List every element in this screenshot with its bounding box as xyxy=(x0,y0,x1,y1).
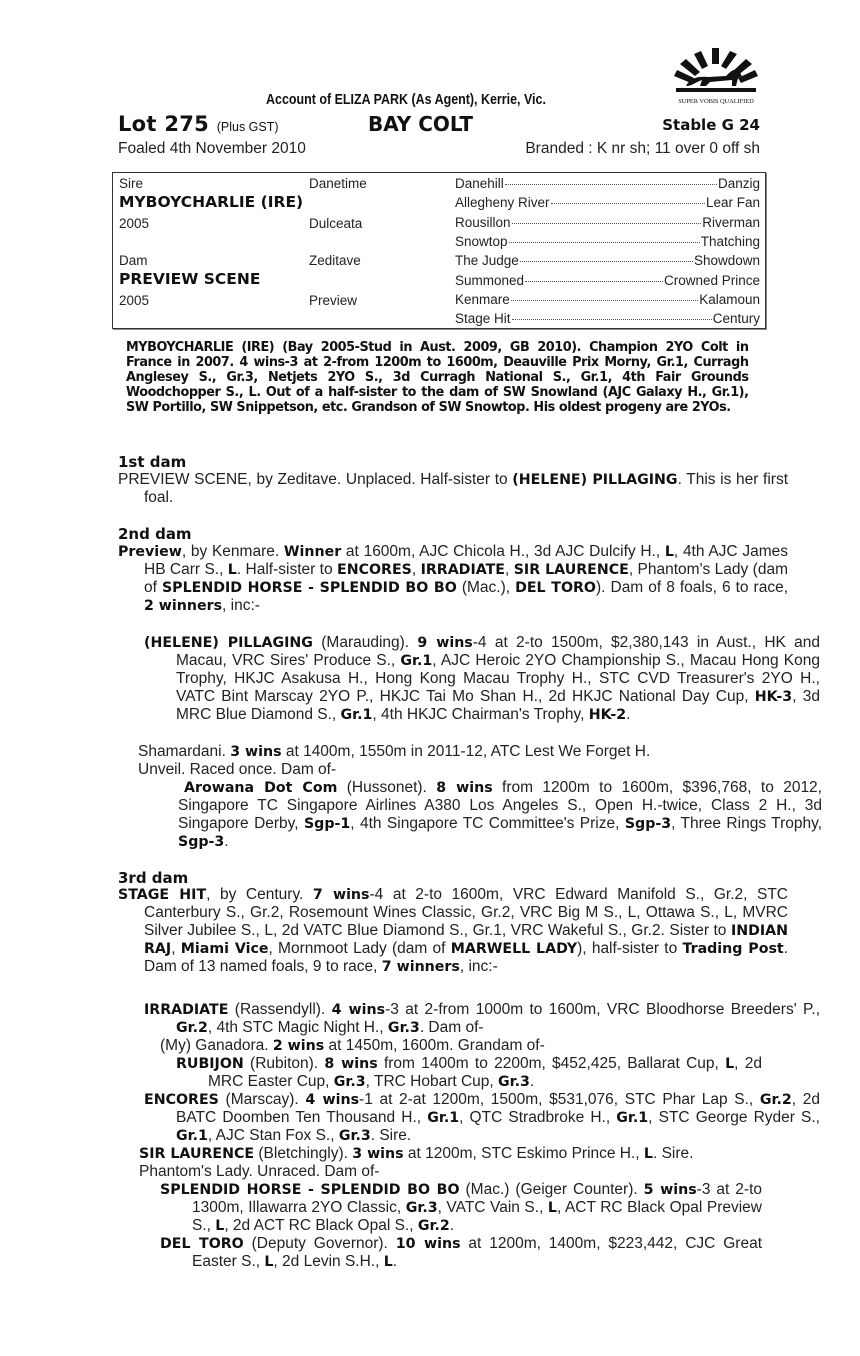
gp-left: Summoned xyxy=(455,273,525,288)
shamardani-entry xyxy=(138,743,762,761)
bold-name: Sgp-3 xyxy=(624,816,672,832)
grandparent-row xyxy=(455,195,760,213)
text: , STC George Ryder S., xyxy=(648,1109,820,1126)
text: (Bletchingly). xyxy=(254,1145,353,1162)
gp-right: Lear Fan xyxy=(705,195,760,210)
text: Shamardani. xyxy=(138,743,231,760)
bold-name: L xyxy=(664,544,674,560)
text: PREVIEW SCENE, by Zeditave. Unplaced. Half-sister to xyxy=(118,471,513,488)
sire-year: 2005 xyxy=(119,216,150,231)
dam-sire: Zeditave xyxy=(309,253,361,268)
horse-sunburst-icon xyxy=(664,46,768,98)
text: , by Century. xyxy=(206,886,313,903)
bold-name: ENCORES xyxy=(337,562,412,578)
bold-name: DEL TORO xyxy=(160,1236,244,1252)
bold-name: DEL TORO xyxy=(515,580,596,596)
dot-leader xyxy=(512,223,702,224)
text: (Rubiton). xyxy=(243,1055,325,1072)
bold-name: Gr.2 xyxy=(176,1020,208,1036)
text: . Sire. xyxy=(370,1127,412,1144)
bold-name: 4 wins xyxy=(331,1002,386,1018)
splendid-entry xyxy=(160,1181,762,1235)
bold-name: L xyxy=(725,1056,735,1072)
sire-dam: Dulceata xyxy=(309,216,363,231)
text: . This is her first foal. xyxy=(144,471,789,506)
text: . xyxy=(392,1253,398,1270)
dot-leader xyxy=(525,281,663,282)
text: (Marauding). xyxy=(312,634,418,651)
super-vobis-logo xyxy=(664,46,768,106)
bold-name: Winner xyxy=(283,544,342,560)
gp-right: Century xyxy=(712,311,760,326)
text: , Mornmoot Lady (dam of xyxy=(268,940,451,957)
branded-info: Branded : K nr sh; 11 over 0 off sh xyxy=(525,140,760,157)
text: , 4th AJC James HB Carr S., xyxy=(144,543,788,578)
dam-label: Dam xyxy=(119,253,148,268)
text: -3 at 2-from 1000m to 1600m, VRC Bloodhorse Breeders' P., xyxy=(385,1001,821,1018)
bold-name: SPLENDID HORSE - SPLENDID BO BO xyxy=(160,1182,460,1198)
text: . Half-sister to xyxy=(236,561,337,578)
bold-name: L xyxy=(383,1254,393,1270)
third-dam-heading: 3rd dam xyxy=(118,869,189,887)
text: (Deputy Governor). xyxy=(243,1235,396,1252)
bold-name: Gr.3 xyxy=(387,1020,420,1036)
bold-name: 2 wins xyxy=(272,1038,325,1054)
bold-name: Preview xyxy=(118,544,182,560)
dam-name: PREVIEW SCENE xyxy=(119,270,261,288)
second-dam-main xyxy=(118,543,788,615)
dot-leader xyxy=(509,242,700,243)
text: , by Kenmare. xyxy=(181,543,284,560)
bold-name: L xyxy=(264,1254,274,1270)
sire-summary: MYBOYCHARLIE (IRE) (Bay 2005-Stud in Aust. 2009, GB 2010). Champion 2YO Colt in France in 2007. 4 wins-3 at 2-from 1200m to 1600m, Deauville Prix Morny, Gr.1, Curragh Anglesey S., Gr.3, Netjets 2YO S., 3d Curragh National S., Gr.1, 4th Fair Grounds Woodchopper S., L. Out of a half-sister to the dam of SW Snowland (AJC Galaxy H., Gr.1), SW Portillo, SW Snippetson, etc. Grandson of SW Snowtop. His oldest progeny are 2YOs. xyxy=(126,340,749,415)
text: . xyxy=(626,706,631,723)
first-dam-text xyxy=(118,471,788,507)
text: at 1400m, 1550m in 2011-12, ATC Lest We Forget H. xyxy=(281,743,651,760)
bold-name: Gr.1 xyxy=(427,1110,460,1126)
bold-name: Sgp-3 xyxy=(178,834,225,850)
text: , AJC Stan Fox S., xyxy=(207,1127,339,1144)
text: , 2d Levin S.H., xyxy=(273,1253,384,1270)
text: , inc:- xyxy=(222,597,260,614)
bold-name: Gr.1 xyxy=(340,707,373,723)
bold-name: (HELENE) PILLAGING xyxy=(512,472,678,488)
text: (Marscay). xyxy=(218,1091,306,1108)
text: ), half-sister to xyxy=(577,940,683,957)
text: at 1600m, AJC Chicola H., 3d AJC Dulcify H., xyxy=(341,543,665,560)
gp-right: Danzig xyxy=(717,176,760,191)
text: , 2d MRC Easter Cup, xyxy=(208,1055,762,1090)
bold-name: 3 wins xyxy=(352,1146,404,1162)
vendor-account: Account of ELIZA PARK (As Agent), Kerrie, Vic. xyxy=(266,92,546,108)
bold-name: L xyxy=(215,1218,225,1234)
stable-location: Stable G 24 xyxy=(662,116,760,134)
text: -4 at 2-to 1600m, VRC Edward Manifold S., Gr.2, STC Canterbury S., Gr.2, Rosemount Wines Classic, Gr.2, VRC Big M S., L, Ottawa S., L, MVRC Silver Jubilee S., L, 2d VATC Blue Diamond S., Gr.1, VRC Wakeful S., Gr.2. Sister to xyxy=(144,886,788,939)
bold-name: SIR LAURENCE xyxy=(139,1146,255,1162)
bold-name: Gr.2 xyxy=(759,1092,792,1108)
grandparent-row xyxy=(455,292,760,310)
bold-name: 7 wins xyxy=(312,887,370,903)
bold-name: Gr.2 xyxy=(417,1218,450,1234)
text: , xyxy=(171,940,181,957)
gp-right: Riverman xyxy=(702,215,760,230)
bold-name: HK-3 xyxy=(754,689,793,705)
phantoms-lady-entry: Phantom's Lady. Unraced. Dam of- xyxy=(139,1163,380,1180)
third-dam-main xyxy=(118,886,788,976)
bold-name: Trading Post xyxy=(682,941,784,957)
text: . xyxy=(224,833,229,850)
lot-row xyxy=(118,112,762,140)
gp-left: Kenmare xyxy=(455,292,510,307)
gp-left: Allegheny River xyxy=(455,195,550,210)
bold-name: Sgp-1 xyxy=(303,816,351,832)
gp-left: The Judge xyxy=(455,253,519,268)
bold-name: Miami Vice xyxy=(180,941,269,957)
unveil-entry: Unveil. Raced once. Dam of- xyxy=(138,761,337,778)
text: -1 at 2-at 1200m, 1500m, $531,076, STC Phar Lap S., xyxy=(359,1091,760,1108)
text: at 1200m, STC Eskimo Prince H., xyxy=(403,1145,644,1162)
bold-name: Gr.1 xyxy=(176,1128,208,1144)
dam-year: 2005 xyxy=(119,293,150,308)
bold-name: 9 wins xyxy=(417,635,473,651)
gp-right: Thatching xyxy=(700,234,760,249)
pillaging-entry xyxy=(118,634,820,724)
text: at 1200m, 1400m, $223,442, CJC Great Easter S., xyxy=(192,1235,762,1270)
text: . Dam of- xyxy=(419,1019,484,1036)
grandparent-row xyxy=(455,253,760,271)
text: , AJC Heroic 2YO Championship S., Macau Hong Kong Trophy, HKJC Asakusa H., Hong Kong Macau Trophy H., STC CVD Treasurer's 2YO H., VATC Bint Marscay 2YO P., HKJC Tai Mo Shan H., 2d HKJC National Day Cup, xyxy=(176,652,820,705)
lot-label: Lot 275 xyxy=(118,112,210,136)
dot-leader xyxy=(511,300,698,301)
logo-caption: SUPER VOBIS QUALIFIED xyxy=(678,98,754,105)
bold-name: L xyxy=(643,1146,653,1162)
first-dam-heading: 1st dam xyxy=(118,453,187,471)
pedigree-table xyxy=(112,172,766,329)
dam-dam: Preview xyxy=(309,293,358,308)
text: . xyxy=(529,1073,535,1090)
text: -3 at 2-to 1300m, Illawarra 2YO Classic, xyxy=(192,1181,763,1216)
text: . xyxy=(449,1217,455,1234)
bold-name: 3 wins xyxy=(230,744,282,760)
grandparent-row xyxy=(455,311,760,329)
gp-left: Stage Hit xyxy=(455,311,511,326)
text: , inc:- xyxy=(459,958,498,975)
dot-leader xyxy=(551,203,705,204)
foaled-date: Foaled 4th November 2010 xyxy=(118,140,306,157)
rubijon-entry xyxy=(176,1055,762,1091)
text: . Dam of 13 named foals, 9 to race, xyxy=(144,940,788,975)
bold-name: (HELENE) PILLAGING xyxy=(144,635,313,651)
bold-name: Gr.3 xyxy=(498,1074,530,1090)
bold-name: Gr.3 xyxy=(338,1128,371,1144)
bold-name: SIR LAURENCE xyxy=(513,562,629,578)
text: from 1200m to 1600m, $396,768, to 2012, Singapore TC Singapore Airlines A380 Los Angeles S., Open H.-twice, Class 2 H., 3d Singapore Derby, xyxy=(178,779,822,832)
gp-left: Danehill xyxy=(455,176,504,191)
sire-label: Sire xyxy=(119,176,144,191)
text: (Mac.), xyxy=(456,579,516,596)
gp-left: Snowtop xyxy=(455,234,508,249)
grandparent-row xyxy=(455,176,760,194)
bold-name: RUBIJON xyxy=(176,1056,244,1072)
text: (Mac.) (Geiger Counter). xyxy=(459,1181,644,1198)
text: . Sire. xyxy=(652,1145,694,1162)
bold-name: Gr.3 xyxy=(405,1200,438,1216)
bold-name: 5 wins xyxy=(643,1182,697,1198)
sir-laurence-entry xyxy=(139,1145,762,1163)
bold-name: 10 wins xyxy=(395,1236,461,1252)
arowana-entry xyxy=(118,779,822,851)
bold-name: 2 winners xyxy=(144,598,223,614)
text: (Hussonet). xyxy=(337,779,437,796)
bold-name: MARWELL LADY xyxy=(450,941,578,957)
text: , 2d BATC Doomben Ten Thousand H., xyxy=(176,1091,820,1126)
text: , xyxy=(411,561,421,578)
encores-entry xyxy=(118,1091,820,1145)
bold-name: 8 wins xyxy=(436,780,493,796)
text: from 1400m to 2200m, $452,425, Ballarat Cup, xyxy=(377,1055,726,1072)
grandparent-row xyxy=(455,273,760,291)
text: , 4th STC Magic Night H., xyxy=(207,1019,388,1036)
text: , 3d MRC Blue Diamond S., xyxy=(176,688,821,723)
text: at 1450m, 1600m. Grandam of- xyxy=(324,1037,545,1054)
text: , Three Rings Trophy, xyxy=(671,815,823,832)
text: , QTC Stradbroke H., xyxy=(459,1109,617,1126)
bold-name: IRRADIATE xyxy=(144,1002,229,1018)
bold-name: Gr.3 xyxy=(333,1074,366,1090)
ganadora-entry xyxy=(160,1037,762,1055)
second-dam-heading: 2nd dam xyxy=(118,525,192,543)
grandparent-row xyxy=(455,215,760,233)
bold-name: Gr.1 xyxy=(616,1110,649,1126)
bold-name: IRRADIATE xyxy=(420,562,505,578)
dot-leader xyxy=(520,261,693,262)
text: , ACT RC Black Opal Preview S., xyxy=(192,1199,762,1234)
dot-leader xyxy=(505,184,717,185)
text: , TRC Hobart Cup, xyxy=(365,1073,499,1090)
gp-left: Rousillon xyxy=(455,215,511,230)
bold-name: Gr.1 xyxy=(400,653,433,669)
bold-name: L xyxy=(547,1200,557,1216)
text: , 2d ACT RC Black Opal S., xyxy=(224,1217,418,1234)
lot-number xyxy=(118,112,279,136)
irradiate-entry xyxy=(118,1001,820,1037)
text: ). Dam of 8 foals, 6 to race, xyxy=(596,579,789,596)
text: -4 at 2-to 1500m, $2,380,143 in Aust., HK and Macau, VRC Sires' Produce S., xyxy=(176,634,821,669)
text: (My) Ganadora. xyxy=(160,1037,273,1054)
text: , xyxy=(505,561,514,578)
text: , VATC Vain S., xyxy=(437,1199,548,1216)
bold-name: INDIAN RAJ xyxy=(144,923,788,957)
text: , 4th Singapore TC Committee's Prize, xyxy=(350,815,625,832)
del-toro-entry xyxy=(160,1235,762,1271)
bold-name: HK-2 xyxy=(588,707,627,723)
lot-note: (Plus GST) xyxy=(216,120,279,134)
sire-name: MYBOYCHARLIE (IRE) xyxy=(119,193,304,211)
bold-name: Arowana Dot Com xyxy=(184,780,338,796)
bold-name: 8 wins xyxy=(324,1056,378,1072)
sire-sire: Danetime xyxy=(309,176,367,191)
gp-right: Showdown xyxy=(693,253,760,268)
gp-right: Crowned Prince xyxy=(663,273,760,288)
text: , 4th HKJC Chairman's Trophy, xyxy=(372,706,589,723)
gp-right: Kalamoun xyxy=(699,292,760,307)
text: (Rassendyll). xyxy=(228,1001,332,1018)
text: , Phantom's Lady (dam of xyxy=(144,561,788,596)
sex-colour: BAY COLT xyxy=(368,112,474,136)
grandparent-row xyxy=(455,234,760,252)
bold-name: 4 wins xyxy=(305,1092,360,1108)
bold-name: L xyxy=(227,562,237,578)
bold-name: SPLENDID HORSE - SPLENDID BO BO xyxy=(161,580,457,596)
bold-name: ENCORES xyxy=(144,1092,219,1108)
bold-name: STAGE HIT xyxy=(118,887,207,903)
bold-name: 7 winners xyxy=(381,959,460,975)
dot-leader xyxy=(512,319,712,320)
